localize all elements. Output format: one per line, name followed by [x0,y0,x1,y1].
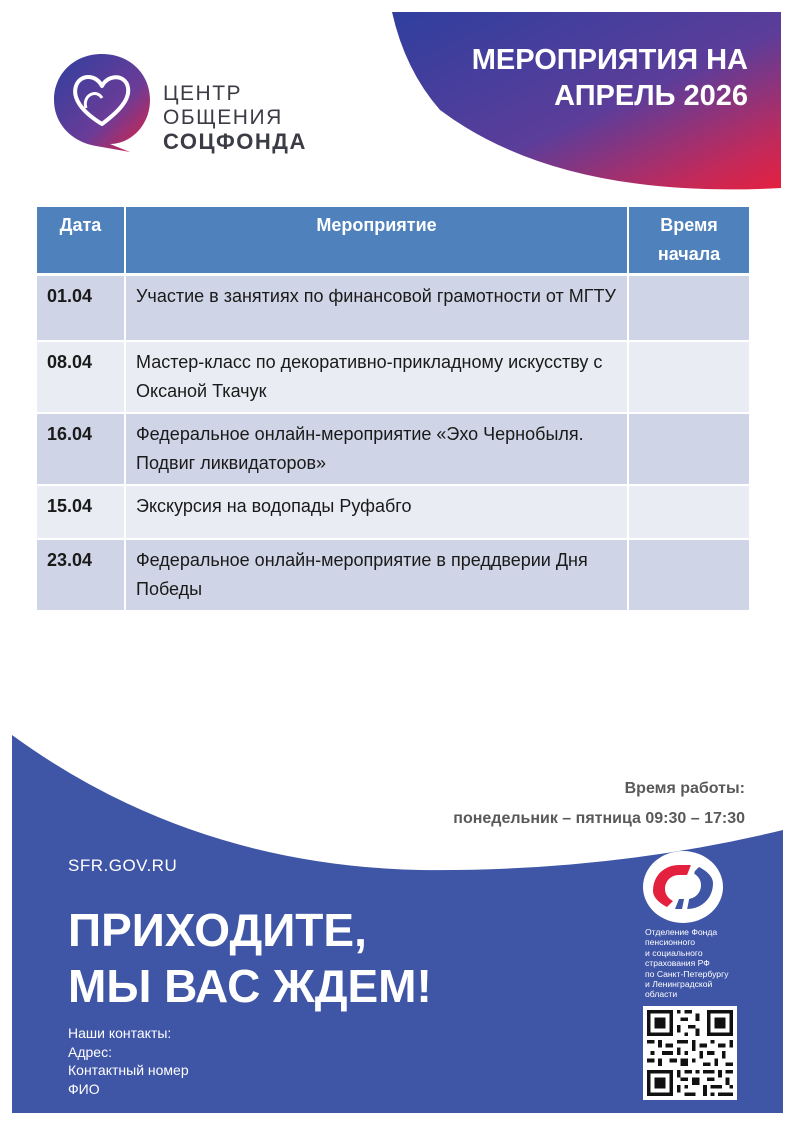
contacts-address: Адрес: [68,1043,112,1060]
sfr-caption-line: Отделение Фонда [645,927,718,937]
website-link[interactable]: SFR.GOV.RU [68,856,178,875]
event-time [628,275,749,341]
column-header-date: Дата [37,207,125,275]
working-hours-value: понедельник – пятница 09:30 – 17:30 [453,810,745,827]
table-row [37,275,749,341]
event-date: 01.04 [37,275,125,341]
page-title-line1: МЕРОПРИЯТИЯ НА [471,44,748,76]
event-time [628,539,749,611]
contacts-name: ФИО [68,1080,100,1097]
sfr-caption-line: страхования РФ [645,958,710,969]
sfr-caption-line: и социального [645,947,703,958]
event-time [628,341,749,413]
logo-line1: ЦЕНТР [163,82,243,105]
contacts-heading: Наши контакты: [68,1025,172,1041]
slogan [68,902,432,1014]
sfr-caption [645,927,745,1000]
sfr-logo-icon [643,845,733,925]
table-row [37,413,749,485]
slogan-line1: ПРИХОДИТЕ, [68,904,367,956]
table-row [37,341,749,413]
event-title: Федеральное онлайн-мероприятие «Эхо Чернобыля. Подвиг ликвидаторов» [125,413,628,485]
sfr-caption-line: пенсионного [645,937,696,948]
contacts-phone: Контактный номер [68,1062,189,1078]
qr-code-icon [643,1006,737,1100]
column-header-event: Мероприятие [125,207,628,275]
event-date: 16.04 [37,413,125,485]
event-time [628,485,749,539]
page-title [418,42,748,114]
heart-chat-logo-icon [52,52,152,156]
sfr-caption-line: по Санкт-Петербургу [645,968,729,979]
qr-code[interactable] [643,1006,737,1100]
page-title-line2: АПРЕЛЬ 2026 [554,80,748,112]
slogan-line2: МЫ ВАС ЖДЕМ! [68,960,432,1012]
logo-line3: СОЦФОНДА [163,129,307,154]
sfr-caption-line: области [645,989,678,1000]
table-row [37,485,749,539]
logo-wordmark [163,82,307,154]
contacts-block [68,1024,189,1098]
column-header-time: Время начала [628,207,749,275]
event-title: Участие в занятиях по финансовой грамотности от МГТУ [125,275,628,341]
table-row [37,539,749,611]
events-table [37,207,749,612]
event-title: Экскурсия на водопады Руфабго [125,485,628,539]
event-title: Мастер-класс по декоративно-прикладному искусству с Оксаной Ткачук [125,341,628,413]
event-date: 08.04 [37,341,125,413]
working-hours-label: Время работы: [624,780,745,797]
sfr-caption-line: и Ленинградской [645,979,713,990]
event-time [628,413,749,485]
table-header-row [37,207,749,275]
event-title: Федеральное онлайн-мероприятие в преддверии Дня Победы [125,539,628,611]
logo-line2: ОБЩЕНИЯ [163,106,283,129]
event-date: 23.04 [37,539,125,611]
event-date: 15.04 [37,485,125,539]
